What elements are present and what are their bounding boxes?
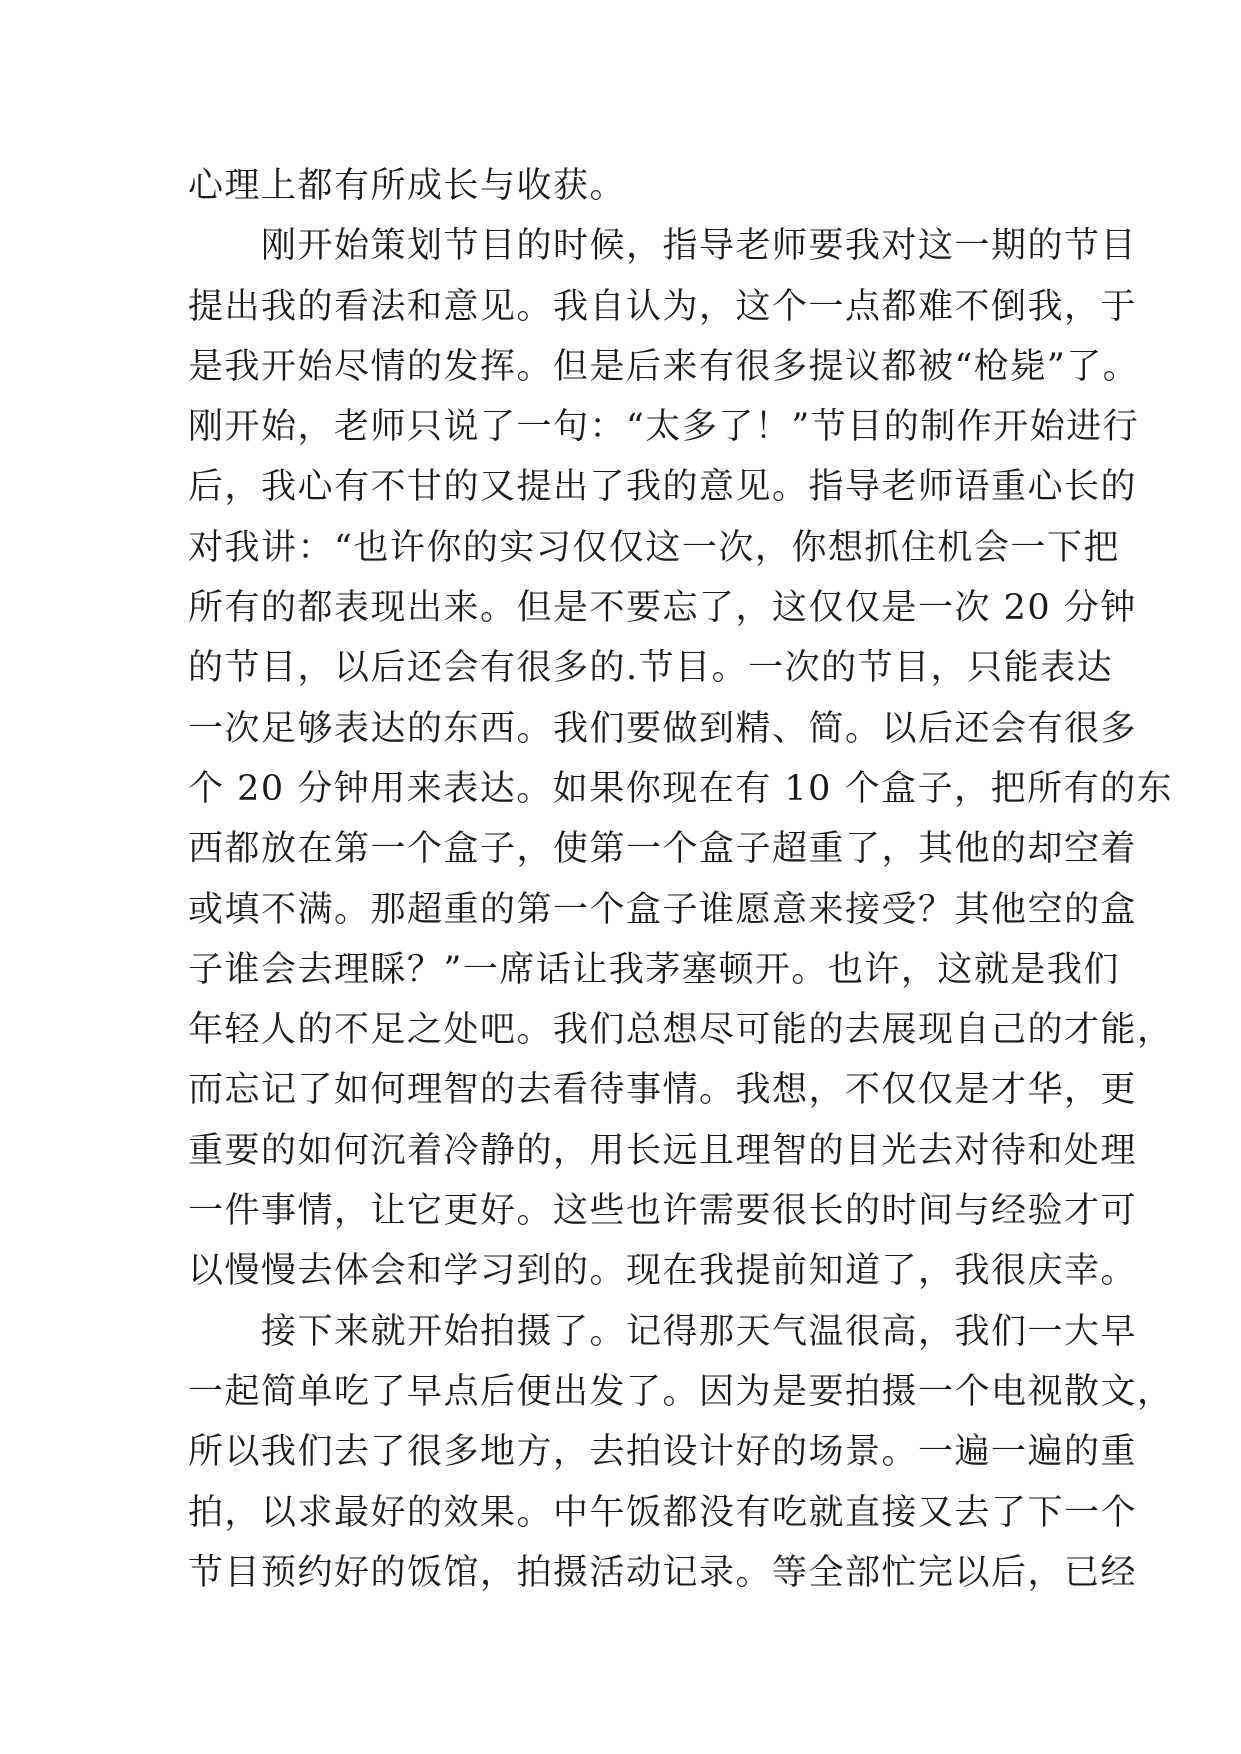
- text-line: 接下来就开始拍摄了。记得那天气温很高，我们一大早: [188, 1311, 1138, 1352]
- text-line: 一件事情，让它更好。这些也许需要很长的时间与经验才可: [188, 1191, 1138, 1232]
- text-line: 节目预约好的饭馆，拍摄活动记录。等全部忙完以后，已经: [188, 1552, 1138, 1593]
- text-line: 或填不满。那超重的第一个盒子谁愿意来接受？其他空的盒: [188, 889, 1138, 930]
- text-line: 所以我们去了很多地方，去拍设计好的场景。一遍一遍的重: [188, 1432, 1138, 1473]
- text-line: 子谁会去理睬？”一席话让我茅塞顿开。也许，这就是我们: [188, 949, 1120, 990]
- text-line: 刚开始，老师只说了一句：“太多了！”节目的制作开始进行: [188, 407, 1140, 448]
- document-body: [188, 156, 1174, 1603]
- text-line: 刚开始策划节目的时候，指导老师要我对这一期的节目: [188, 226, 1138, 267]
- text-line: 所有的都表现出来。但是不要忘了，这仅仅是一次 20 分钟: [188, 588, 1137, 629]
- text-line: 而忘记了如何理智的去看待事情。我想，不仅仅是才华，更: [188, 1070, 1138, 1111]
- text-line: 是我开始尽情的发挥。但是后来有很多提议都被“枪毙”了。: [188, 346, 1140, 387]
- text-line: 重要的如何沉着冷静的，用长远且理智的目光去对待和处理: [188, 1130, 1138, 1171]
- text-line: 提出我的看法和意见。我自认为，这个一点都难不倒我，于: [188, 286, 1138, 327]
- text-line: 一起简单吃了早点后便出发了。因为是要拍摄一个电视散文，: [188, 1371, 1174, 1412]
- text-line: 个 20 分钟用来表达。如果你现在有 10 个盒子，把所有的东: [188, 768, 1174, 809]
- text-line: 后，我心有不甘的又提出了我的意见。指导老师语重心长的: [188, 467, 1138, 508]
- text-line: 心理上都有所成长与收获。: [188, 166, 627, 206]
- text-line: 西都放在第一个盒子，使第一个盒子超重了，其他的却空着: [188, 829, 1138, 870]
- text-line: 年轻人的不足之处吧。我们总想尽可能的去展现自己的才能，: [188, 1010, 1174, 1051]
- text-line: 对我讲：“也许你的实习仅仅这一次，你想抓住机会一下把: [188, 527, 1120, 568]
- text-line: 一次足够表达的东西。我们要做到精、简。以后还会有很多: [188, 708, 1138, 749]
- text-line: 拍，以求最好的效果。中午饭都没有吃就直接又去了下一个: [188, 1492, 1138, 1533]
- text-line: 的节目，以后还会有很多的.节目。一次的节目，只能表达: [188, 648, 1114, 689]
- text-line: 以慢慢去体会和学习到的。现在我提前知道了，我很庆幸。: [188, 1251, 1138, 1292]
